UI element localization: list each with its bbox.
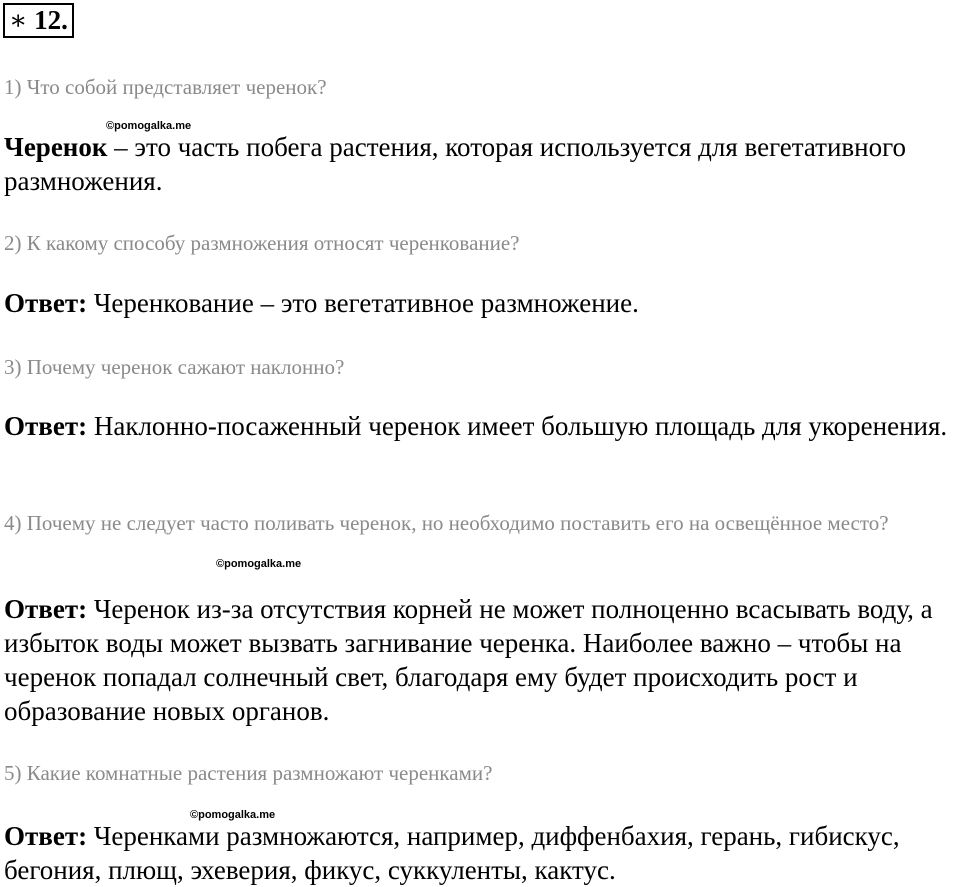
question-1: 1) Что собой представляет черенок?: [4, 75, 327, 99]
answer-2: [4, 286, 959, 320]
answer-label: Ответ:: [4, 821, 88, 851]
answer-text: Черенками размножаются, например, диффенбахия, герань, гибискус, бегония, плющ, эхеверия, фикус, суккуленты, кактус.: [4, 821, 900, 885]
answer-label: Черенок: [4, 132, 108, 162]
task-number: 12.: [34, 5, 68, 35]
answer-4: [4, 592, 959, 728]
question-5: 5) Какие комнатные растения размножают черенками?: [4, 761, 493, 785]
answer-3: [4, 409, 959, 443]
question-2: 2) К какому способу размножения относят черенкование?: [4, 231, 520, 255]
question-3: 3) Почему черенок сажают наклонно?: [4, 355, 345, 379]
answer-1: [4, 130, 959, 198]
answer-text: Черенкование – это вегетативное размножение.: [87, 288, 639, 318]
task-number-box: [3, 3, 74, 38]
question-4: 4) Почему не следует часто поливать черенок, но необходимо поставить его на освещённое место?: [4, 511, 889, 535]
answer-label: Ответ:: [4, 411, 88, 441]
watermark: ©pomogalka.me: [190, 809, 276, 821]
answer-label: Ответ:: [4, 594, 88, 624]
answer-text: Черенок из-за отсутствия корней не может полноценно всасывать воду, а избыток воды может вызвать загнивание черенка. Наиболее важно – чтобы на черенок попадал солнечный свет, благодаря ему будет происходить рост и образование новых органов.: [4, 594, 933, 726]
asterisk-icon: ∗: [9, 5, 28, 35]
watermark: ©pomogalka.me: [216, 558, 302, 570]
answer-label: Ответ:: [4, 288, 88, 318]
answer-5: [4, 819, 959, 887]
answer-text: – это часть побега растения, которая используется для вегетативного размножения.: [4, 132, 907, 196]
answer-text: Наклонно-посаженный черенок имеет большую площадь для укоренения.: [87, 411, 948, 441]
watermark: ©pomogalka.me: [106, 120, 192, 132]
